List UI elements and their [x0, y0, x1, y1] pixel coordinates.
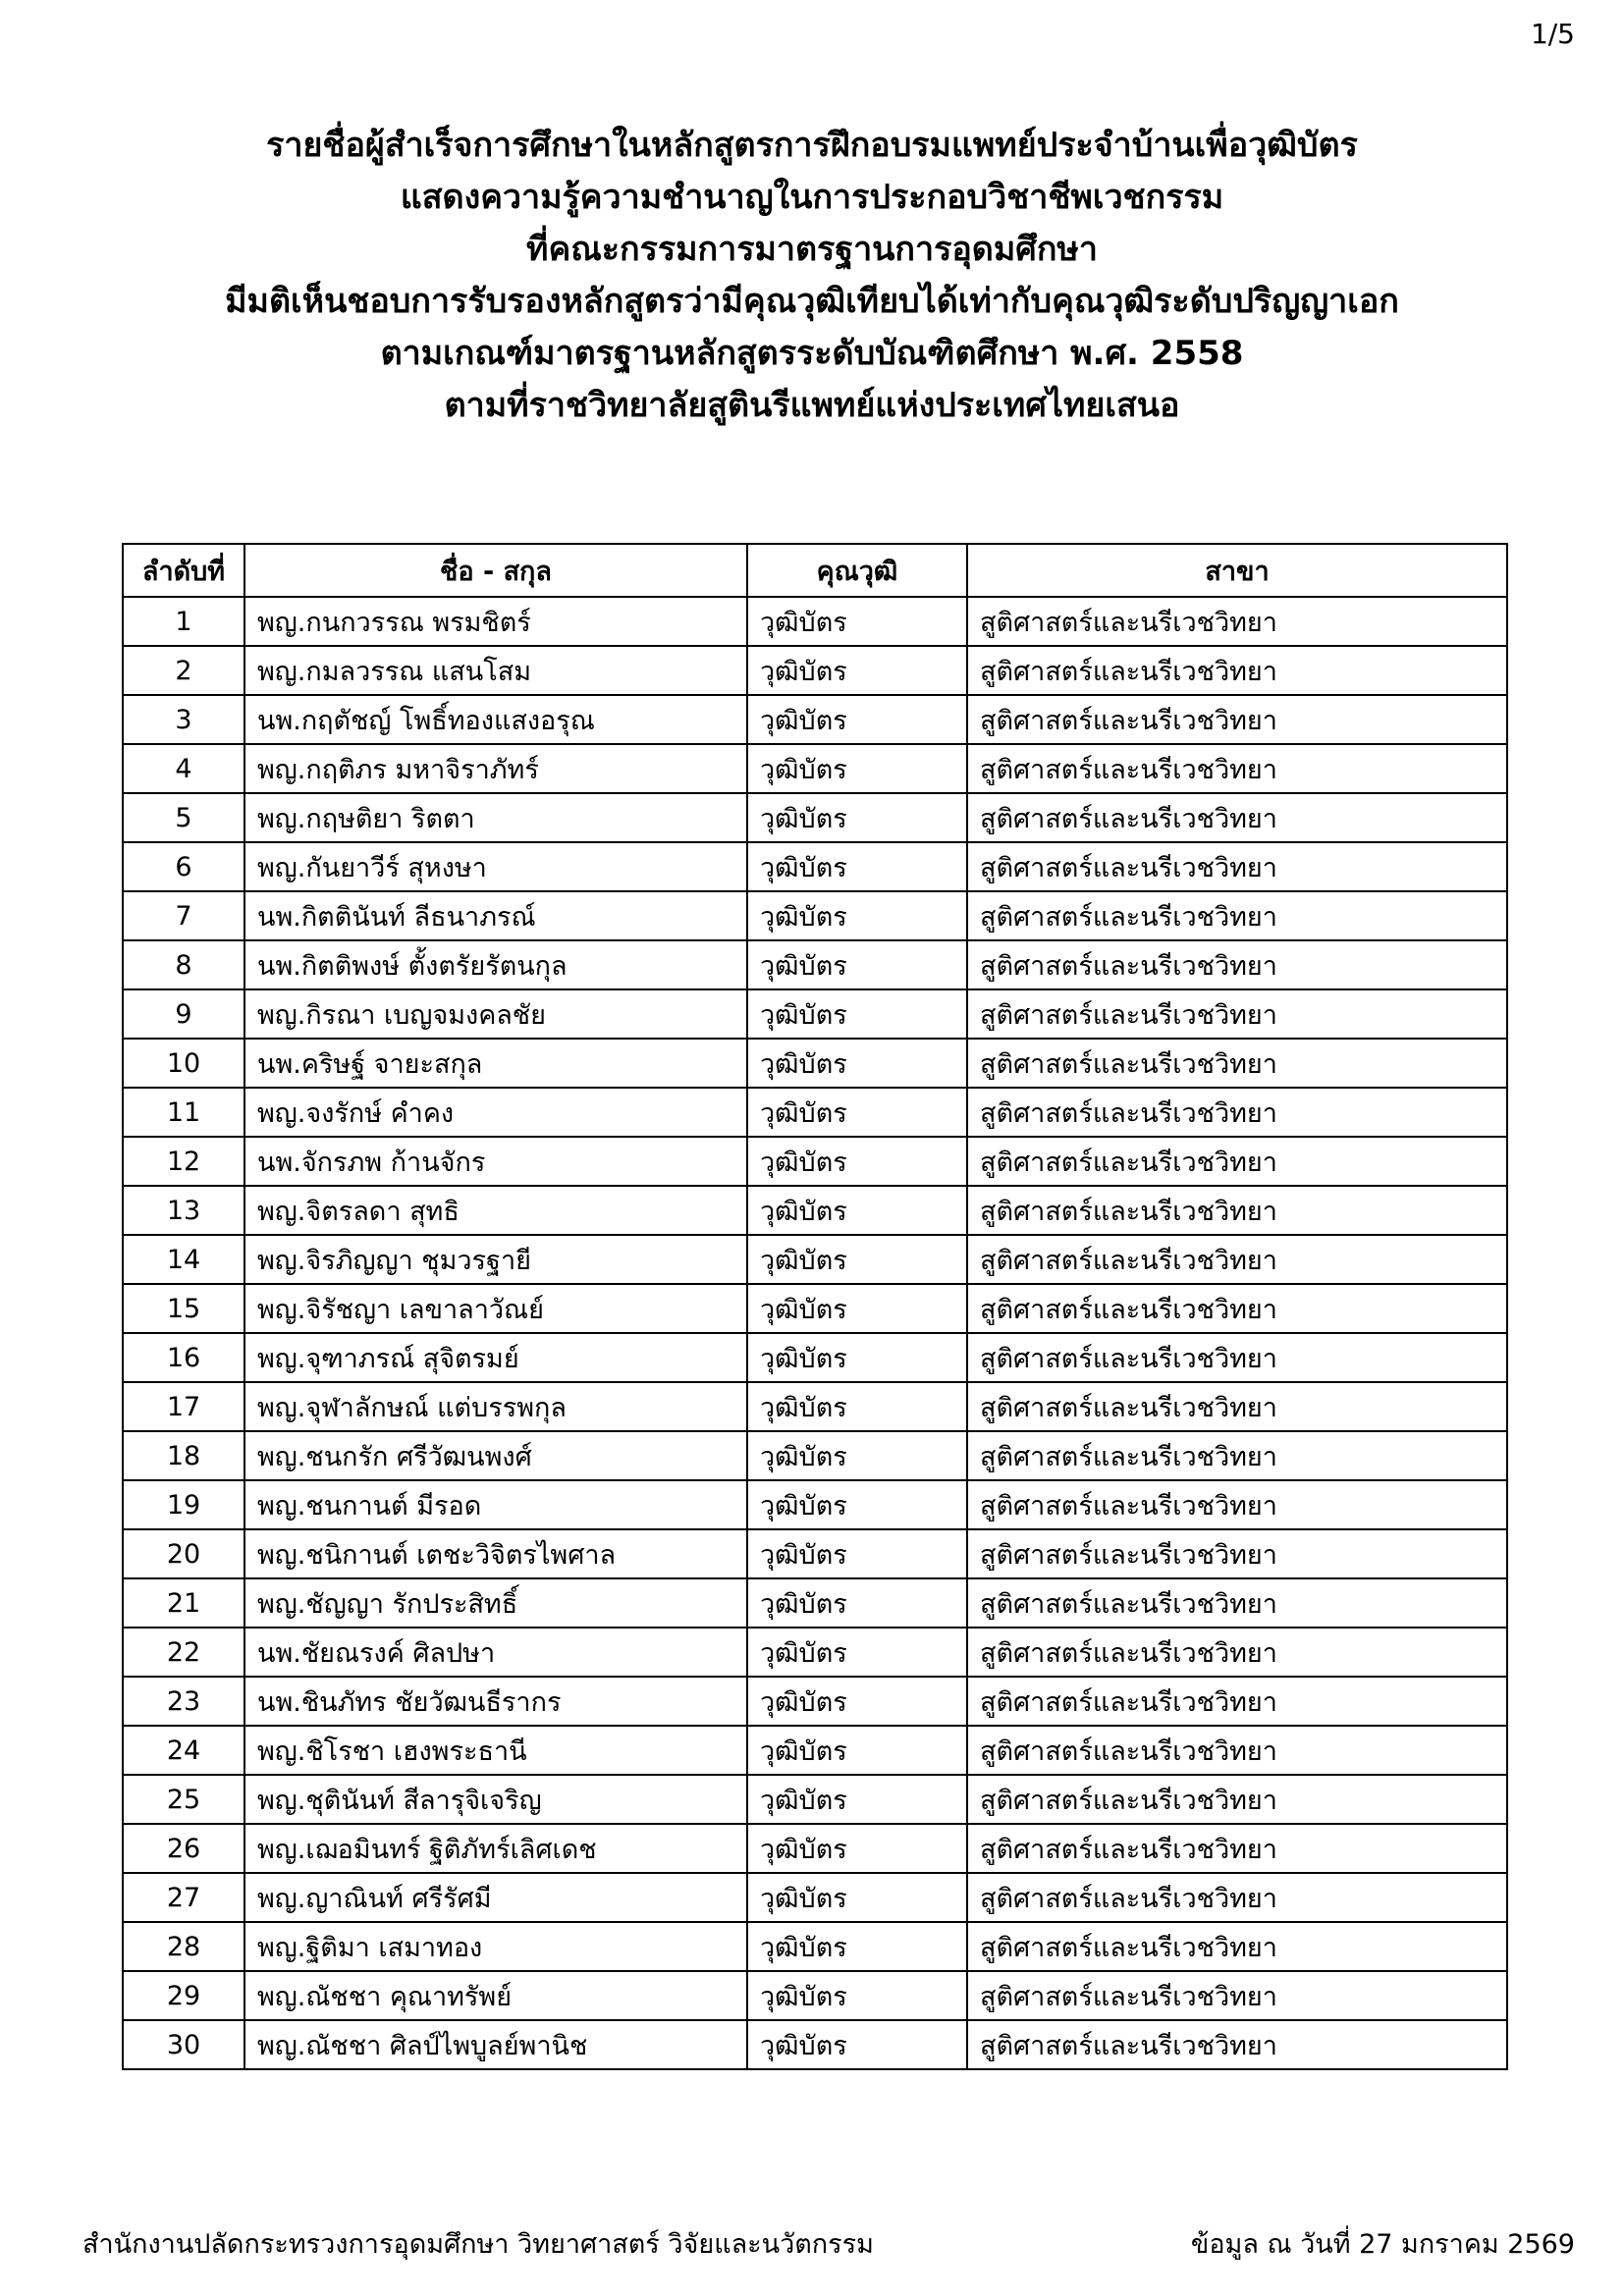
cell-name: พญ.จิรภิญญา ชุมวรฐายี: [244, 1235, 747, 1284]
cell-name: นพ.กิตติพงษ์ ตั้งตรัยรัตนกุล: [244, 940, 747, 989]
cell-degree: วุฒิบัตร: [747, 1137, 967, 1186]
cell-name: พญ.กมลวรรณ แสนโสม: [244, 646, 747, 695]
cell-no: 30: [123, 2020, 244, 2069]
cell-no: 29: [123, 1971, 244, 2020]
table-row: [123, 842, 1507, 891]
cell-name: นพ.กิตตินันท์ ลีธนาภรณ์: [244, 891, 747, 940]
cell-field: สูติศาสตร์และนรีเวชวิทยา: [967, 1775, 1507, 1824]
table-row: [123, 1775, 1507, 1824]
cell-degree: วุฒิบัตร: [747, 1235, 967, 1284]
document-title: [0, 120, 1624, 432]
cell-field: สูติศาสตร์และนรีเวชวิทยา: [967, 1578, 1507, 1628]
cell-field: สูติศาสตร์และนรีเวชวิทยา: [967, 1088, 1507, 1137]
cell-field: สูติศาสตร์และนรีเวชวิทยา: [967, 940, 1507, 989]
cell-name: นพ.ชินภัทร ชัยวัฒนธีรากร: [244, 1677, 747, 1726]
cell-degree: วุฒิบัตร: [747, 1039, 967, 1088]
cell-degree: วุฒิบัตร: [747, 1382, 967, 1431]
cell-name: พญ.กฤษติยา ริตตา: [244, 793, 747, 842]
cell-field: สูติศาสตร์และนรีเวชวิทยา: [967, 646, 1507, 695]
table-row: [123, 1971, 1507, 2020]
cell-name: พญ.กนกวรรณ พรมชิตร์: [244, 597, 747, 646]
table-row: [123, 793, 1507, 842]
cell-field: สูติศาสตร์และนรีเวชวิทยา: [967, 1382, 1507, 1431]
cell-no: 8: [123, 940, 244, 989]
cell-field: สูติศาสตร์และนรีเวชวิทยา: [967, 1333, 1507, 1382]
cell-field: สูติศาสตร์และนรีเวชวิทยา: [967, 989, 1507, 1039]
cell-name: พญ.ชุตินันท์ สีลารุจิเจริญ: [244, 1775, 747, 1824]
cell-field: สูติศาสตร์และนรีเวชวิทยา: [967, 1039, 1507, 1088]
cell-degree: วุฒิบัตร: [747, 1677, 967, 1726]
cell-field: สูติศาสตร์และนรีเวชวิทยา: [967, 1480, 1507, 1529]
cell-name: พญ.ณัชชา ศิลป์ไพบูลย์พานิช: [244, 2020, 747, 2069]
cell-no: 25: [123, 1775, 244, 1824]
cell-field: สูติศาสตร์และนรีเวชวิทยา: [967, 1529, 1507, 1578]
header-no: ลำดับที่: [123, 544, 244, 597]
cell-degree: วุฒิบัตร: [747, 1628, 967, 1677]
cell-name: นพ.คริษฐ์ จายะสกุล: [244, 1039, 747, 1088]
cell-no: 16: [123, 1333, 244, 1382]
cell-no: 12: [123, 1137, 244, 1186]
title-line: แสดงความรู้ความชำนาญในการประกอบวิชาชีพเวชกรรม: [400, 178, 1224, 217]
table-row: [123, 1873, 1507, 1922]
cell-degree: วุฒิบัตร: [747, 744, 967, 793]
cell-degree: วุฒิบัตร: [747, 597, 967, 646]
table-row: [123, 1431, 1507, 1480]
cell-field: สูติศาสตร์และนรีเวชวิทยา: [967, 1677, 1507, 1726]
cell-no: 13: [123, 1186, 244, 1235]
cell-degree: วุฒิบัตร: [747, 842, 967, 891]
cell-no: 26: [123, 1824, 244, 1873]
cell-no: 3: [123, 695, 244, 744]
table-row: [123, 1824, 1507, 1873]
title-line: ที่คณะกรรมการมาตรฐานการอุดมศึกษา: [526, 230, 1098, 269]
title-line: มีมติเห็นชอบการรับรองหลักสูตรว่ามีคุณวุฒิเทียบได้เท่ากับคุณวุฒิระดับปริญญาเอก: [225, 282, 1399, 321]
cell-degree: วุฒิบัตร: [747, 1186, 967, 1235]
cell-degree: วุฒิบัตร: [747, 1480, 967, 1529]
table-row: [123, 1726, 1507, 1775]
cell-no: 2: [123, 646, 244, 695]
cell-no: 21: [123, 1578, 244, 1628]
cell-degree: วุฒิบัตร: [747, 1775, 967, 1824]
cell-field: สูติศาสตร์และนรีเวชวิทยา: [967, 1873, 1507, 1922]
cell-field: สูติศาสตร์และนรีเวชวิทยา: [967, 1922, 1507, 1971]
cell-no: 28: [123, 1922, 244, 1971]
cell-degree: วุฒิบัตร: [747, 1578, 967, 1628]
cell-degree: วุฒิบัตร: [747, 793, 967, 842]
cell-name: พญ.ชิโรชา เฮงพระธานี: [244, 1726, 747, 1775]
cell-no: 17: [123, 1382, 244, 1431]
cell-degree: วุฒิบัตร: [747, 695, 967, 744]
cell-no: 11: [123, 1088, 244, 1137]
cell-name: พญ.จงรักษ์ คำคง: [244, 1088, 747, 1137]
table-header-row: [123, 544, 1507, 597]
cell-field: สูติศาสตร์และนรีเวชวิทยา: [967, 1431, 1507, 1480]
table-row: [123, 1382, 1507, 1431]
cell-no: 15: [123, 1284, 244, 1333]
cell-name: นพ.กฤตัชญ์ โพธิ์ทองแสงอรุณ: [244, 695, 747, 744]
table-row: [123, 940, 1507, 989]
cell-no: 7: [123, 891, 244, 940]
cell-degree: วุฒิบัตร: [747, 2020, 967, 2069]
cell-field: สูติศาสตร์และนรีเวชวิทยา: [967, 1824, 1507, 1873]
cell-degree: วุฒิบัตร: [747, 1088, 967, 1137]
cell-field: สูติศาสตร์และนรีเวชวิทยา: [967, 1284, 1507, 1333]
table-row: [123, 1529, 1507, 1578]
cell-field: สูติศาสตร์และนรีเวชวิทยา: [967, 1971, 1507, 2020]
cell-name: พญ.ฐิติมา เสมาทอง: [244, 1922, 747, 1971]
cell-name: พญ.จิตรลดา สุทธิ: [244, 1186, 747, 1235]
cell-no: 4: [123, 744, 244, 793]
cell-name: พญ.ชนกานต์ มีรอด: [244, 1480, 747, 1529]
table-row: [123, 1333, 1507, 1382]
cell-name: พญ.เฌอมินทร์ ฐิติภัทร์เลิศเดช: [244, 1824, 747, 1873]
cell-no: 20: [123, 1529, 244, 1578]
table-row: [123, 1922, 1507, 1971]
cell-field: สูติศาสตร์และนรีเวชวิทยา: [967, 1726, 1507, 1775]
table-row: [123, 1039, 1507, 1088]
table-row: [123, 989, 1507, 1039]
footer-date: ข้อมูล ณ วันที่ 27 มกราคม 2569: [1190, 2229, 1575, 2260]
cell-no: 18: [123, 1431, 244, 1480]
cell-field: สูติศาสตร์และนรีเวชวิทยา: [967, 1628, 1507, 1677]
title-line: ตามเกณฑ์มาตรฐานหลักสูตรระดับบัณฑิตศึกษา พ.ศ. 2558: [380, 334, 1244, 373]
cell-no: 9: [123, 989, 244, 1039]
cell-degree: วุฒิบัตร: [747, 989, 967, 1039]
table-row: [123, 1677, 1507, 1726]
header-field: สาขา: [967, 544, 1507, 597]
cell-degree: วุฒิบัตร: [747, 1431, 967, 1480]
cell-field: สูติศาสตร์และนรีเวชวิทยา: [967, 891, 1507, 940]
table-row: [123, 695, 1507, 744]
cell-no: 10: [123, 1039, 244, 1088]
cell-degree: วุฒิบัตร: [747, 1284, 967, 1333]
cell-field: สูติศาสตร์และนรีเวชวิทยา: [967, 597, 1507, 646]
cell-no: 22: [123, 1628, 244, 1677]
cell-name: พญ.กฤติภร มหาจิราภัทร์: [244, 744, 747, 793]
cell-field: สูติศาสตร์และนรีเวชวิทยา: [967, 793, 1507, 842]
cell-field: สูติศาสตร์และนรีเวชวิทยา: [967, 2020, 1507, 2069]
cell-name: พญ.ชนิกานต์ เตชะวิจิตรไพศาล: [244, 1529, 747, 1578]
table-row: [123, 1088, 1507, 1137]
cell-no: 6: [123, 842, 244, 891]
cell-field: สูติศาสตร์และนรีเวชวิทยา: [967, 1137, 1507, 1186]
cell-no: 5: [123, 793, 244, 842]
cell-field: สูติศาสตร์และนรีเวชวิทยา: [967, 744, 1507, 793]
cell-degree: วุฒิบัตร: [747, 1529, 967, 1578]
header-name: ชื่อ - สกุล: [244, 544, 747, 597]
cell-name: พญ.จุฑาภรณ์ สุจิตรมย์: [244, 1333, 747, 1382]
table-row: [123, 1480, 1507, 1529]
cell-degree: วุฒิบัตร: [747, 891, 967, 940]
table-row: [123, 1284, 1507, 1333]
table-row: [123, 1578, 1507, 1628]
table-row: [123, 597, 1507, 646]
cell-no: 1: [123, 597, 244, 646]
table-row: [123, 744, 1507, 793]
cell-degree: วุฒิบัตร: [747, 1726, 967, 1775]
graduates-table: [122, 543, 1508, 2070]
cell-degree: วุฒิบัตร: [747, 1922, 967, 1971]
cell-no: 27: [123, 1873, 244, 1922]
table-row: [123, 891, 1507, 940]
cell-name: นพ.จักรภพ ก้านจักร: [244, 1137, 747, 1186]
title-line: ตามที่ราชวิทยาลัยสูตินรีแพทย์แห่งประเทศไทยเสนอ: [444, 386, 1180, 425]
cell-name: พญ.จิรัชญา เลขาลาวัณย์: [244, 1284, 747, 1333]
table-row: [123, 1186, 1507, 1235]
cell-field: สูติศาสตร์และนรีเวชวิทยา: [967, 1235, 1507, 1284]
cell-degree: วุฒิบัตร: [747, 646, 967, 695]
cell-degree: วุฒิบัตร: [747, 940, 967, 989]
header-degree: คุณวุฒิ: [747, 544, 967, 597]
cell-degree: วุฒิบัตร: [747, 1971, 967, 2020]
cell-name: พญ.กิรณา เบญจมงคลชัย: [244, 989, 747, 1039]
cell-name: พญ.ชนกรัก ศรีวัฒนพงศ์: [244, 1431, 747, 1480]
table-row: [123, 1137, 1507, 1186]
cell-name: พญ.กันยาวีร์ สุหงษา: [244, 842, 747, 891]
cell-name: นพ.ชัยณรงค์ ศิลปษา: [244, 1628, 747, 1677]
cell-name: พญ.ญาณินท์ ศรีรัศมี: [244, 1873, 747, 1922]
cell-name: พญ.จุฬาลักษณ์ แต่บรรพกุล: [244, 1382, 747, 1431]
cell-field: สูติศาสตร์และนรีเวชวิทยา: [967, 842, 1507, 891]
cell-name: พญ.ณัชชา คุณาทรัพย์: [244, 1971, 747, 2020]
cell-no: 23: [123, 1677, 244, 1726]
table-row: [123, 1628, 1507, 1677]
cell-no: 24: [123, 1726, 244, 1775]
title-line: รายชื่อผู้สำเร็จการศึกษาในหลักสูตรการฝึกอบรมแพทย์ประจำบ้านเพื่อวุฒิบัตร: [266, 126, 1358, 165]
cell-no: 14: [123, 1235, 244, 1284]
table-row: [123, 2020, 1507, 2069]
table-body: [123, 597, 1507, 2069]
cell-field: สูติศาสตร์และนรีเวชวิทยา: [967, 695, 1507, 744]
cell-name: พญ.ชัญญา รักประสิทธิ์: [244, 1578, 747, 1628]
table-row: [123, 1235, 1507, 1284]
cell-degree: วุฒิบัตร: [747, 1333, 967, 1382]
page-number: 1/5: [1530, 18, 1575, 50]
footer-organization: สำนักงานปลัดกระทรวงการอุดมศึกษา วิทยาศาสตร์ วิจัยและนวัตกรรม: [82, 2229, 874, 2260]
cell-no: 19: [123, 1480, 244, 1529]
cell-field: สูติศาสตร์และนรีเวชวิทยา: [967, 1186, 1507, 1235]
table-row: [123, 646, 1507, 695]
cell-degree: วุฒิบัตร: [747, 1824, 967, 1873]
cell-degree: วุฒิบัตร: [747, 1873, 967, 1922]
